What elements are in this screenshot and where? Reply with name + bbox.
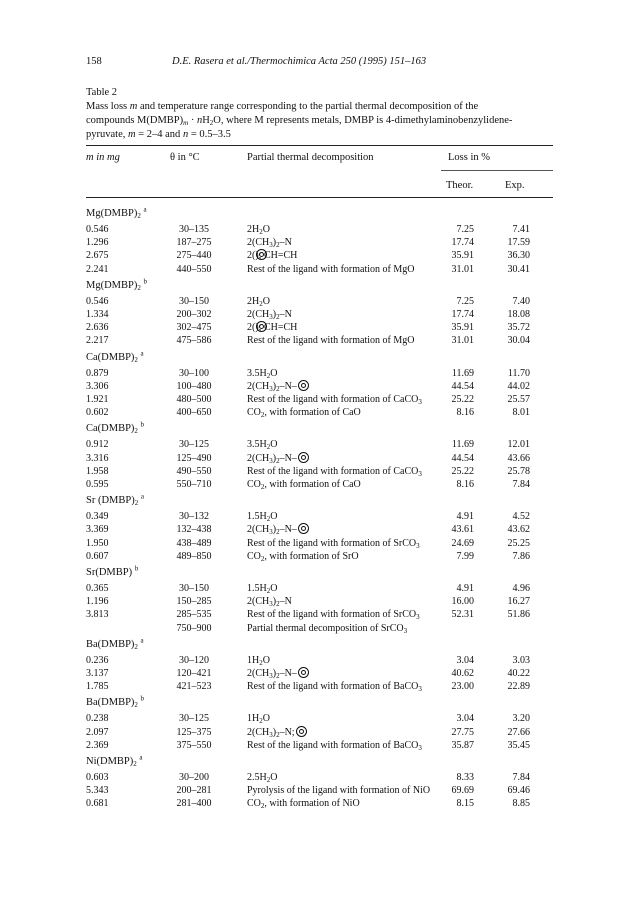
exp-loss-cell: 7.84 — [512, 772, 530, 783]
decomposition-cell: $2(CH_3)_2-N$ — [247, 309, 292, 321]
table-row — [0, 667, 624, 680]
compound-name: $Ba(DMBP)_2$ — [86, 638, 138, 651]
temp-range-cell: 550–710 — [176, 479, 212, 490]
exp-loss-cell: 22.89 — [507, 681, 530, 693]
exp-loss-cell: 30.41 — [507, 263, 530, 275]
table-row — [0, 380, 624, 393]
theor-loss-cell: 43.61 — [451, 524, 474, 536]
exp-loss-cell: 35.45 — [507, 739, 530, 751]
compound-name: $Mg(DMBP)_2$ — [86, 208, 141, 220]
compound-name: $Ca(DMBP)_2$ — [86, 423, 138, 436]
col-exp-header: Exp. — [505, 180, 525, 191]
benzene-ring-icon — [298, 667, 309, 678]
col-loss-header: Loss in % — [448, 152, 490, 163]
exp-loss-cell: 8.01 — [512, 407, 530, 419]
table-row — [0, 739, 624, 752]
decomposition-cell: $2(CH_3)_2-N-$ — [247, 380, 297, 393]
exp-loss-cell: 27.66 — [507, 726, 530, 738]
theor-loss-cell: 7.99 — [456, 550, 474, 562]
temp-range-cell: 125–375 — [176, 726, 212, 738]
table-row — [0, 726, 624, 739]
mass-cell: 1.296 — [86, 237, 109, 249]
decomposition-cell: Partial thermal decomposition of SrCO$_3$ — [247, 622, 408, 635]
theor-loss-cell: 7.25 — [456, 295, 474, 307]
decomposition-cell: $1.5H_2O$ — [247, 511, 278, 524]
mass-cell: 3.137 — [86, 668, 109, 679]
theor-loss-cell: 4.91 — [456, 511, 474, 523]
temp-range-cell: 490–550 — [176, 465, 212, 477]
decomposition-cell: $2(CH_3)_2-N-$ — [247, 523, 297, 536]
footnote-mark: a — [140, 349, 144, 358]
mass-cell: 0.912 — [86, 439, 109, 451]
temp-range-cell: 480–500 — [176, 394, 212, 405]
decomposition-cell: $CO_2$, with formation of CaO — [247, 407, 361, 420]
exp-loss-cell: 11.70 — [507, 367, 530, 379]
exp-loss-cell: 7.86 — [512, 550, 530, 562]
table-caption — [86, 100, 552, 142]
theor-loss-cell: 11.69 — [451, 439, 474, 451]
compound-group-header — [86, 277, 147, 292]
temp-range-cell: 30–132 — [179, 511, 209, 523]
theor-loss-cell: 35.91 — [451, 322, 474, 334]
decomposition-cell: 2( ); CH=CH — [247, 250, 298, 262]
mass-cell: 0.607 — [86, 550, 109, 562]
decomposition-cell: Rest of the ligand with formation of BaCO$_3$ — [247, 739, 422, 752]
exp-loss-cell: 25.78 — [507, 465, 530, 477]
exp-loss-cell: 30.04 — [507, 335, 530, 347]
table-row — [0, 321, 624, 334]
mass-cell: 2.636 — [86, 322, 109, 334]
temp-range-cell: 275–440 — [176, 250, 212, 262]
mass-cell: 1.334 — [86, 309, 109, 320]
decomposition-cell: Rest of the ligand with formation of SrCO$_3$ — [247, 609, 420, 622]
temp-range-cell: 489–850 — [176, 550, 212, 562]
decomposition-cell: $2.5H_2O$ — [247, 772, 278, 784]
benzene-ring-icon — [298, 380, 309, 391]
col-mass-header: m in mg — [86, 152, 120, 163]
mass-cell: 2.217 — [86, 335, 109, 347]
exp-loss-cell: 4.52 — [512, 511, 530, 523]
exp-loss-cell: 40.22 — [507, 668, 530, 679]
mass-cell: 0.546 — [86, 295, 109, 307]
loss-subheader-rule — [441, 170, 553, 171]
decomposition-cell: Rest of the ligand with formation of CaCO$_3$ — [247, 465, 422, 478]
theor-loss-cell: 44.54 — [451, 380, 474, 392]
exp-loss-cell: 35.72 — [507, 322, 530, 334]
decomposition-cell: $CO_2$, with formation of SrO — [247, 550, 359, 563]
temp-range-cell: 200–302 — [176, 309, 212, 320]
table-row — [0, 654, 624, 667]
table-row — [0, 308, 624, 321]
footnote-mark: a — [140, 636, 144, 645]
exp-loss-cell: 3.03 — [512, 654, 530, 666]
table-header-rule — [86, 197, 553, 198]
theor-loss-cell: 8.33 — [456, 772, 474, 783]
exp-loss-cell: 4.96 — [512, 583, 530, 594]
temp-range-cell: 120–421 — [176, 668, 212, 679]
temp-range-cell: 302–475 — [176, 322, 212, 334]
table-row — [0, 393, 624, 406]
temp-range-cell: 132–438 — [176, 524, 212, 536]
table-row — [0, 334, 624, 347]
exp-loss-cell: 18.08 — [507, 309, 530, 320]
table-top-rule — [86, 145, 553, 146]
decomposition-cell: $1H_2O$ — [247, 654, 270, 667]
mass-cell: 0.349 — [86, 511, 109, 523]
theor-loss-cell: 11.69 — [451, 367, 474, 379]
benzene-ring-icon — [298, 452, 309, 463]
temp-range-cell: 285–535 — [176, 609, 212, 621]
exp-loss-cell: 43.66 — [507, 452, 530, 464]
theor-loss-cell: 8.16 — [456, 407, 474, 419]
mass-cell: 1.950 — [86, 537, 109, 549]
decomposition-cell: Rest of the ligand with formation of BaCO$_3$ — [247, 681, 422, 694]
footnote-mark: b — [140, 420, 145, 429]
theor-loss-cell: 3.04 — [456, 713, 474, 725]
decomposition-cell: Rest of the ligand with formation of MgO — [247, 335, 415, 347]
theor-loss-cell: 8.16 — [456, 479, 474, 490]
exp-loss-cell: 25.25 — [507, 537, 530, 549]
table-row — [0, 771, 624, 784]
exp-loss-cell: 36.30 — [507, 250, 530, 262]
decomposition-cell: $3.5H_2O$ — [247, 439, 278, 452]
table-row — [0, 797, 624, 810]
temp-range-cell: 150–285 — [176, 596, 212, 608]
table-row — [0, 510, 624, 523]
mass-cell: 2.241 — [86, 263, 109, 275]
compound-group-header — [86, 636, 144, 651]
decomposition-cell: $2(CH_3)_2-N$ — [247, 237, 292, 250]
mass-cell: 0.681 — [86, 798, 109, 810]
decomposition-cell: $2H_2O$ — [247, 295, 270, 308]
benzene-ring-icon — [298, 523, 309, 534]
mass-cell: 0.602 — [86, 407, 109, 419]
exp-loss-cell: 7.40 — [512, 295, 530, 307]
mass-cell: 2.675 — [86, 250, 109, 262]
theor-loss-cell: 3.04 — [456, 654, 474, 666]
exp-loss-cell: 25.57 — [507, 394, 530, 405]
table-row — [0, 622, 624, 635]
exp-loss-cell: 51.86 — [507, 609, 530, 621]
table-row — [0, 452, 624, 465]
compound-group-header — [86, 564, 139, 578]
compound-group-header — [86, 349, 144, 364]
table-row — [0, 438, 624, 451]
exp-loss-cell: 7.41 — [512, 224, 530, 235]
temp-range-cell: 187–275 — [176, 237, 212, 249]
temp-range-cell: 125–490 — [176, 452, 212, 464]
temp-range-cell: 400–650 — [176, 407, 212, 419]
mass-cell: 3.813 — [86, 609, 109, 621]
table-row — [0, 537, 624, 550]
compound-group-header — [86, 753, 143, 768]
temp-range-cell: 281–400 — [176, 798, 212, 810]
compound-name: Sr $(DMBP)_2$ — [86, 495, 139, 508]
mass-cell: 0.238 — [86, 713, 109, 725]
decomposition-cell: $3.5H_2O$ — [247, 367, 278, 380]
compound-group-header — [86, 694, 145, 710]
table-row — [0, 367, 624, 380]
table-row — [0, 595, 624, 608]
decomposition-cell: $1H_2O$ — [247, 713, 270, 726]
temp-range-cell: 30–150 — [179, 295, 209, 307]
temp-range-cell: 30–200 — [179, 772, 209, 783]
decomposition-cell: 2( ); CH=CH — [247, 322, 298, 334]
temp-range-cell: 100–480 — [176, 380, 212, 392]
benzene-ring-icon — [296, 726, 307, 737]
temp-range-cell: 30–125 — [179, 713, 209, 725]
table-row — [0, 249, 624, 262]
decomposition-cell: Rest of the ligand with formation of SrCO$_3$ — [247, 537, 420, 550]
theor-loss-cell: 16.00 — [451, 596, 474, 608]
table-row — [0, 236, 624, 249]
theor-loss-cell: 8.15 — [456, 798, 474, 810]
mass-cell: 0.603 — [86, 772, 109, 783]
decomposition-cell: Pyrolysis of the ligand with formation of NiO — [247, 785, 431, 797]
theor-loss-cell: 23.00 — [451, 681, 474, 693]
theor-loss-cell: 7.25 — [456, 224, 474, 235]
compound-name: $Ni(DMBP)_2$ — [86, 756, 137, 768]
benzene-ring-icon — [256, 321, 267, 332]
theor-loss-cell: 40.62 — [451, 668, 474, 679]
exp-loss-cell: 17.59 — [507, 237, 530, 249]
table-row — [0, 712, 624, 725]
exp-loss-cell: 12.01 — [507, 439, 530, 451]
compound-group-header — [86, 492, 144, 508]
footnote-mark: b — [140, 694, 145, 703]
caption-line: pyruvate, m = 2–4 and n = 0.5–3.5 — [86, 129, 231, 140]
temp-range-cell: 30–120 — [179, 654, 209, 666]
col-temp-header: θ in °C — [170, 152, 200, 163]
decomposition-cell: $2(CH_3)_2-N$; — [247, 726, 295, 739]
mass-cell: 0.546 — [86, 224, 109, 235]
mass-cell: 0.595 — [86, 479, 109, 490]
footnote-mark: b — [143, 277, 147, 286]
table-row — [0, 406, 624, 419]
exp-loss-cell: 7.84 — [512, 479, 530, 490]
table-row — [0, 295, 624, 308]
theor-loss-cell: 44.54 — [451, 452, 474, 464]
mass-cell: 0.365 — [86, 583, 109, 594]
decomposition-cell: $2(CH_3)_2-N-$ — [247, 667, 297, 680]
theor-loss-cell: 35.91 — [451, 250, 474, 262]
theor-loss-cell: 17.74 — [451, 237, 474, 249]
table-row — [0, 784, 624, 797]
mass-cell: 0.879 — [86, 367, 109, 379]
mass-cell: 3.306 — [86, 380, 109, 392]
temp-range-cell: 200–281 — [176, 785, 212, 797]
theor-loss-cell: 24.69 — [451, 537, 474, 549]
footnote-mark: b — [134, 564, 139, 573]
temp-range-cell: 438–489 — [176, 537, 212, 549]
compound-group-header — [86, 420, 145, 436]
temp-range-cell: 30–135 — [179, 224, 209, 235]
temp-range-cell: 440–550 — [176, 263, 212, 275]
compound-name: Sr(DMBP) — [86, 567, 133, 578]
temp-range-cell: 475–586 — [176, 335, 212, 347]
compound-name: $Ca(DMBP)_2$ — [86, 351, 138, 364]
table-row — [0, 608, 624, 621]
mass-cell: 0.236 — [86, 654, 109, 666]
benzene-ring-icon — [256, 249, 267, 260]
decomposition-cell: $CO_2$, with formation of NiO — [247, 798, 360, 811]
table-row — [0, 478, 624, 491]
decomposition-cell: $2H_2O$ — [247, 224, 270, 236]
theor-loss-cell: 17.74 — [451, 309, 474, 320]
table-row — [0, 523, 624, 536]
exp-loss-cell: 44.02 — [507, 380, 530, 392]
footnote-mark: a — [143, 205, 147, 214]
decomposition-cell: $2(CH_3)_2-N-$ — [247, 452, 297, 465]
theor-loss-cell: 31.01 — [451, 263, 474, 275]
theor-loss-cell: 52.31 — [451, 609, 474, 621]
mass-cell: 1.196 — [86, 596, 109, 608]
decomposition-cell: $1.5H_2O$ — [247, 583, 278, 595]
mass-cell: 3.369 — [86, 524, 109, 536]
theor-loss-cell: 27.75 — [451, 726, 474, 738]
exp-loss-cell: 69.46 — [507, 785, 530, 797]
theor-loss-cell: 4.91 — [456, 583, 474, 594]
theor-loss-cell: 25.22 — [451, 465, 474, 477]
compound-name: $Ba(DMBP)_2$ — [86, 697, 138, 710]
decomposition-cell: $2(CH_3)_2-N$ — [247, 596, 292, 609]
compound-name: $Mg(DMBP)_2$ — [86, 279, 141, 292]
temp-range-cell: 375–550 — [176, 739, 212, 751]
mass-cell: 5.343 — [86, 785, 109, 797]
theor-loss-cell: 69.69 — [451, 785, 474, 797]
temp-range-cell: 30–100 — [179, 367, 209, 379]
mass-cell: 1.785 — [86, 681, 109, 693]
table-row — [0, 465, 624, 478]
exp-loss-cell: 8.85 — [512, 798, 530, 810]
mass-cell: 1.958 — [86, 465, 109, 477]
temp-range-cell: 30–125 — [179, 439, 209, 451]
decomposition-cell: Rest of the ligand with formation of MgO — [247, 263, 415, 275]
mass-cell: 3.316 — [86, 452, 109, 464]
footnote-mark: a — [140, 492, 144, 501]
col-decomp-header: Partial thermal decomposition — [247, 152, 374, 163]
table-row — [0, 582, 624, 595]
table-label: Table 2 — [86, 87, 118, 98]
temp-range-cell: 750–900 — [176, 622, 212, 634]
decomposition-cell: Rest of the ligand with formation of CaCO$_3$ — [247, 394, 422, 406]
mass-cell: 2.097 — [86, 726, 109, 738]
temp-range-cell: 421–523 — [176, 681, 212, 693]
caption-line: Mass loss m and temperature range corresponding to the partial thermal decomposition of the — [86, 101, 479, 112]
compound-group-header — [86, 205, 147, 220]
exp-loss-cell: 43.62 — [507, 524, 530, 536]
caption-line: compounds $M(DMBP)_m \cdot nH_2O$, where M represents metals, DMBP is 4-dimethylaminobenzylidene- — [86, 115, 513, 127]
theor-loss-cell: 31.01 — [451, 335, 474, 347]
mass-cell: 2.369 — [86, 739, 109, 751]
exp-loss-cell: 3.20 — [512, 713, 530, 725]
temp-range-cell: 30–150 — [179, 583, 209, 594]
col-theor-header: Theor. — [446, 180, 474, 191]
theor-loss-cell: 25.22 — [451, 394, 474, 405]
running-title: D.E. Rasera et al./Thermochimica Acta 250 (1995) 151–163 — [172, 56, 427, 67]
page-number: 158 — [86, 56, 102, 67]
theor-loss-cell: 35.87 — [451, 739, 474, 751]
decomposition-cell: $CO_2$, with formation of CaO — [247, 479, 361, 491]
table-row — [0, 263, 624, 276]
table-row — [0, 550, 624, 563]
exp-loss-cell: 16.27 — [507, 596, 530, 608]
table-row — [0, 223, 624, 236]
footnote-mark: a — [139, 753, 143, 762]
mass-cell: 1.921 — [86, 394, 109, 405]
table-row — [0, 680, 624, 693]
